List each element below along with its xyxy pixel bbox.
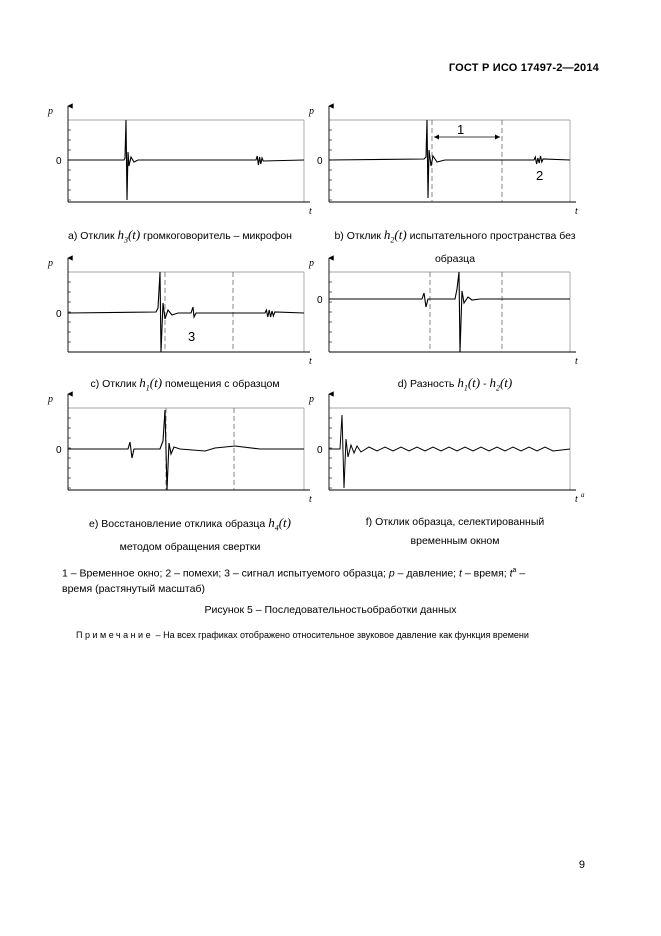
zero-label: 0 [317,156,323,167]
y-axis-label: p [48,258,53,269]
x-axis-label: t [309,356,312,367]
x-axis-label: t [575,356,578,367]
caption-f: f) Отклик образца, селектированный временным окном [365,516,545,547]
y-axis-label: p [309,106,314,117]
x-axis-label: t [575,206,578,217]
plot-panel-f [329,394,576,490]
trace-h4 [68,410,304,490]
window-arrow-head-right [495,135,500,140]
plot-panel-e [68,394,310,490]
y-axis-label: p [309,258,314,269]
caption-c: c) Отклик $h_1(t)$ помещения с образцом [90,375,280,393]
page-number: 9 [578,859,585,871]
trace-difference [329,272,570,352]
figure-title: Рисунок 5 – Последовательностьобработки данных [204,604,457,616]
trace-windowed-response [329,415,570,488]
zero-label: 0 [317,445,323,456]
zero-label: 0 [56,309,62,320]
caption-d: d) Разность $h_1(t) - h_2(t)$ [397,375,513,393]
caption-a: a) Отклик $h_3(t)$ громкоговоритель – микрофон [68,227,292,245]
y-axis-label: p [48,106,53,117]
caption-b: b) Отклик $h_2(t)$ испытательного пространства без образца [334,227,576,265]
plot-panel-b [329,106,576,202]
x-axis-label: t [309,206,312,217]
caption-e: e) Восстановление отклика образца $h_4(t)$ методом обращения свертки [89,515,291,553]
y-axis-label: p [309,394,314,405]
trace-h1 [68,272,304,352]
trace-h2 [329,120,570,198]
zero-label: 0 [317,295,323,306]
x-axis-label-sup: a [581,491,585,499]
figure-legend: 1 – Временное окно; 2 – помехи; 3 – сигнал испытуемого образца; p – давление; t – время; $t^a$ – время (растянутый масштаб) [62,567,526,595]
plot-panel-d [329,258,576,352]
x-axis-label: t [575,494,578,505]
label-time-window: 1 [457,122,465,137]
trace-h3 [68,120,304,200]
zero-label: 0 [56,445,62,456]
zero-label: 0 [56,156,62,167]
plot-panel-a [68,106,310,202]
x-axis-label: t [309,494,312,505]
label-sample-signal: 3 [188,329,196,344]
window-arrow-head-left [434,135,439,140]
label-noise: 2 [536,168,544,183]
figure-note: Примечание – На всех графиках отображено относительное звуковое давление как функция времени [76,630,529,640]
document-header: ГОСТ Р ИСО 17497-2—2014 [448,62,599,74]
y-axis-label: p [48,394,53,405]
